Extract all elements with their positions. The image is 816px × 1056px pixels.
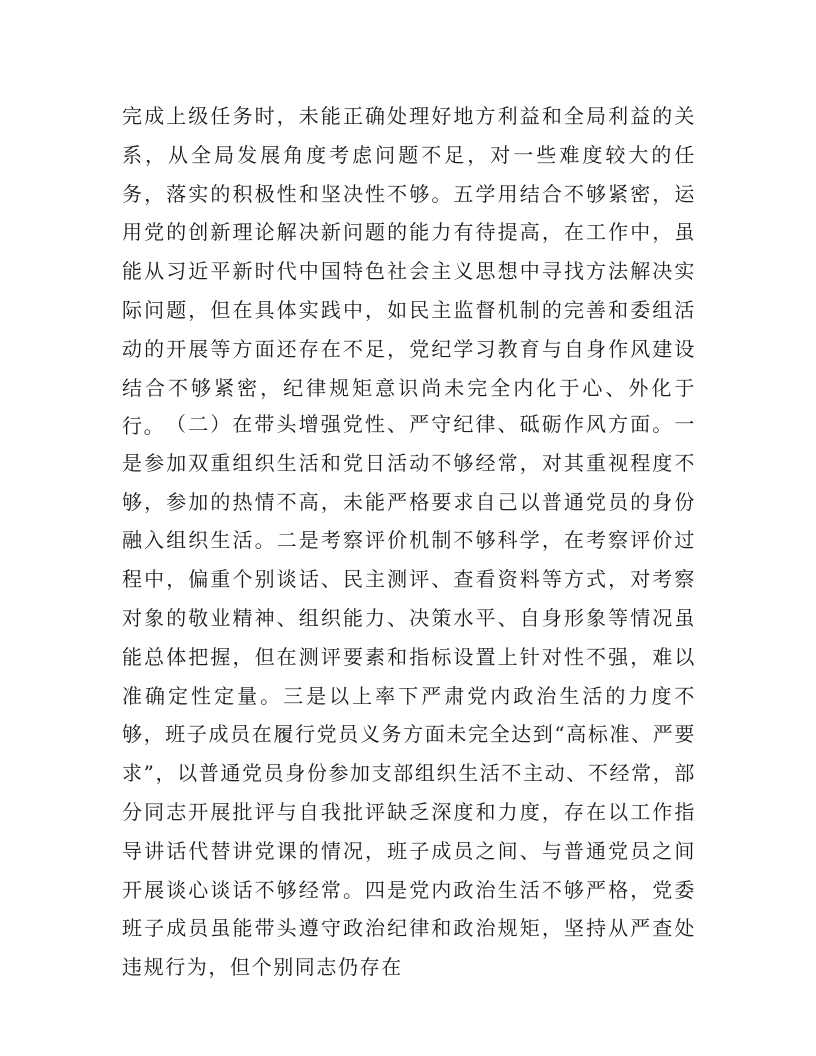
paragraph-continuation <box>122 97 696 446</box>
paragraph-text: （二）在带头增强党性、严守纪律、砥砺作风方面。一是参加双重组织生活和党日活动不够经常，对其重视程度不够，参加的热情不高，未能严格要求自己以普通党员的身份融入组织生活。二是考察评价机制不够科学，在考察评价过程中，偏重个别谈话、民主测评、查看资料等方式，对考察对象的敬业精神、组织能力、决策水平、自身形象等情况虽能总体把握，但在测评要素和指标设置上针对性不强，难以准确定性定量。三是以上率下严肃党内政治生活的力度不够，班子成员在履行党员义务方面未完全达到“高标准、严要求”，以普通党员身份参加支部组织生活不主动、不经常，部分同志开展批评与自我批评缺乏深度和力度，存在以工作指导讲话代替讲党课的情况，班子成员之间、与普通党员之间开展谈心谈话不够经常。四是党内政治生活不够严格，党委班子成员虽能带头遵守政治纪律和政治规矩，坚持从严查处违规行为，但个别同志仍存在 <box>122 412 696 980</box>
paragraph-section-two <box>122 405 696 987</box>
paragraph-text: 完成上级任务时，未能正确处理好地方利益和全局利益的关系，从全局发展角度考虑问题不足，对一些难度较大的任务，落实的积极性和坚决性不够。五学用结合不够紧密，运用党的创新理论解决新问题的能力有待提高，在工作中，虽能从习近平新时代中国特色社会主义思想中寻找方法解决实际问题，但在具体实践中，如民主监督机制的完善和委组活动的开展等方面还存在不足，党纪学习教育与自身作风建设结合不够紧密，纪律规矩意识尚未完全内化于心、外化于行。 <box>122 104 696 439</box>
